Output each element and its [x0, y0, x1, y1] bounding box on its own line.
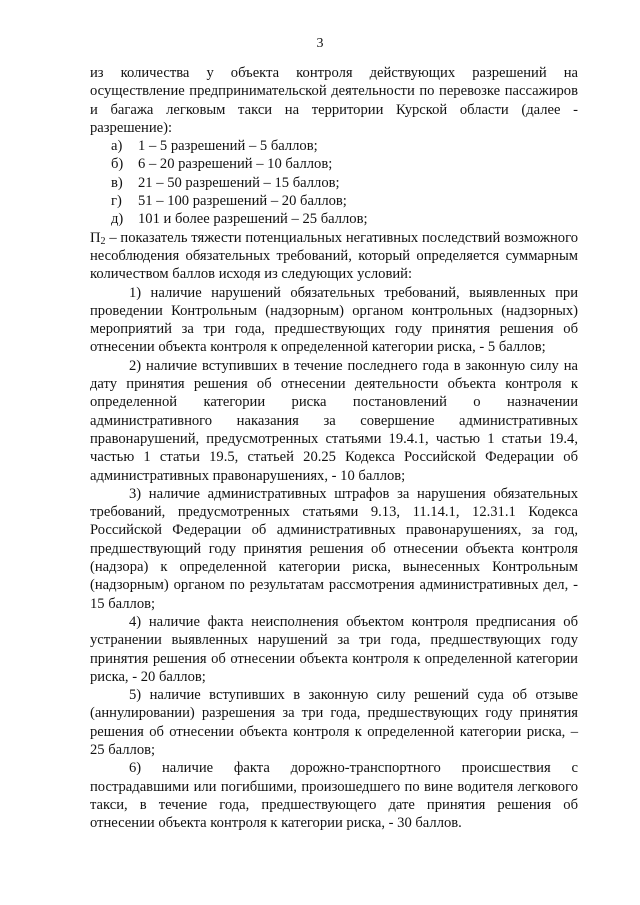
list-item [90, 210, 578, 228]
p2-subscript: 2 [100, 235, 106, 247]
condition-paragraph: 3) наличие административных штрафов за нарушения обязательных требований, предусмотренных статьями 9.13, 11.14.1, 12.31.1 Кодекса Российской Федерации об административных правонарушениях, за год, предшествующий году принятия решения об отнесении объекта контроля (надзора) к определенной категории риска, вынесенных Контрольным (надзорным) органом по результатам рассмотрения административных дел, - 15 баллов; [90, 485, 578, 612]
p2-paragraph [90, 229, 578, 284]
intro-paragraph: из количества у объекта контроля действующих разрешений на осуществление предпринимательской деятельности по перевозке пассажиров и багажа легковым такси на территории Курской области (далее - разрешение): [90, 65, 578, 136]
list-text: 21 – 50 разрешений – 15 баллов; [138, 174, 340, 191]
list-marker: г) [111, 193, 122, 210]
list-marker: а) [111, 138, 123, 155]
list-text: 51 – 100 разрешений – 20 баллов; [138, 193, 347, 210]
condition-paragraph: 4) наличие факта неисполнения объектом контроля предписания об устранении выявленных нарушений за три года, предшествующих году принятия решения об отнесении объекта контроля к определенной категории риска, - 20 баллов; [90, 613, 578, 685]
list-marker: в) [111, 174, 123, 191]
list-item [90, 174, 578, 192]
p2-definition: – показатель тяжести потенциальных негативных последствий возможного несоблюдения обязательных требований, который определяется суммарным количеством баллов исходя из следующих условий: [90, 229, 578, 283]
list-text: 101 и более разрешений – 25 баллов; [138, 211, 368, 228]
condition-paragraph: 5) наличие вступивших в законную силу решений суда об отзыве (аннулировании) разрешения за три года, предшествующих году принятия решения об отнесении объекта контроля к определенной категории риска, – 25 баллов; [90, 687, 578, 758]
list-text: 6 – 20 разрешений – 10 баллов; [138, 156, 333, 173]
p2-symbol: П [90, 229, 101, 246]
list-marker: д) [111, 211, 124, 228]
list-item [90, 155, 578, 173]
list-item [90, 192, 578, 210]
list-marker: б) [111, 156, 124, 173]
condition-paragraph: 2) наличие вступивших в течение последнего года в законную силу на дату принятия решения об отнесении деятельности объекта контроля к определенной категории риска постановлений о назначении административного наказания за совершение административных правонарушений, предусмотренных статьями 19.4.1, частью 1 статьи 19.4, частью 1 статьи 19.5, статьей 20.25 Кодекса Российской Федерации об административных правонарушениях, - 10 баллов; [90, 357, 578, 484]
page-number: 3 [316, 36, 324, 51]
list-text: 1 – 5 разрешений – 5 баллов; [138, 138, 318, 155]
scale-list [90, 137, 578, 228]
document-body [90, 64, 578, 832]
condition-paragraph: 6) наличие факта дорожно-транспортного происшествия с пострадавшими или погибшими, произошедшего по вине водителя легкового такси, в течение года, предшествующего дате принятия решения об отнесении объекта контроля к категории риска, - 30 баллов. [90, 760, 578, 832]
list-item [90, 137, 578, 155]
condition-paragraph: 1) наличие нарушений обязательных требований, выявленных при проведении Контрольным (надзорным) органом контрольных (надзорных) мероприятий за три года, предшествующих году принятия решения об отнесении объекта контроля к определенной категории риска, - 5 баллов; [90, 284, 578, 356]
